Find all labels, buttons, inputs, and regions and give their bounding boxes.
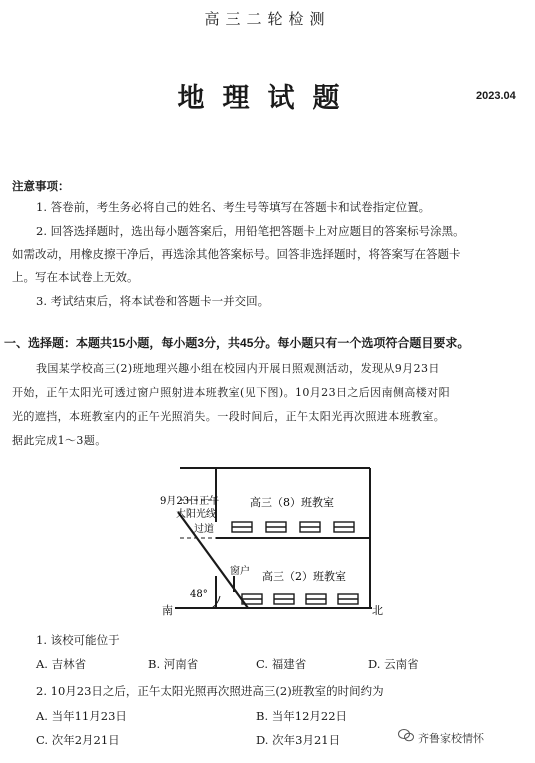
notice-heading: 注意事项： — [12, 181, 70, 193]
chat-bubble-icon — [398, 729, 414, 742]
answer-option: A. 当年11月23日 — [36, 709, 127, 723]
passage-line: 开始，正午太阳光可透过窗户照射进本班教室(见下图)。10月23日之后因南侧高楼对阳 — [12, 386, 450, 399]
exam-subtitle: 高三二轮检测 — [204, 10, 331, 28]
sun-ray-label: 9月23日正午 — [160, 496, 220, 507]
answer-option: D. 次年3月21日 — [256, 733, 341, 747]
passage-line: 我国某学校高三(2)班地理兴趣小组在校园内开展日照观测活动，发现从9月23日 — [36, 362, 440, 375]
notice-line: 3. 考试结束后，将本试卷和答题卡一并交回。 — [36, 294, 270, 308]
room-label-upper: 高三（8）班教室 — [250, 496, 334, 509]
answer-option: B. 当年12月22日 — [256, 709, 348, 723]
watermark: 齐鲁家校情怀 — [418, 733, 484, 745]
corridor-label: 过道 — [194, 524, 214, 535]
exam-date: 2023.04 — [476, 90, 516, 102]
answer-option: D. 云南省 — [368, 657, 419, 671]
notice-line: 上。写在本试卷上无效。 — [12, 270, 139, 284]
section-heading: 一、选择题：本题共15小题，每小题3分，共45分。每小题只有一个选项符合题目要求。 — [4, 336, 470, 350]
north-label: 北 — [372, 604, 383, 617]
south-label: 南 — [162, 604, 173, 617]
answer-option: C. 次年2月21日 — [36, 733, 120, 747]
passage-line: 据此完成1～3题。 — [12, 434, 107, 447]
notice-line: 2. 回答选择题时，选出每小题答案后，用铅笔把答题卡上对应题目的答案标号涂黑。 — [36, 224, 465, 238]
answer-option: A. 吉林省 — [36, 657, 87, 671]
sun-ray-label: 太阳光线 — [176, 509, 216, 520]
question-stem: 1. 该校可能位于 — [36, 633, 120, 647]
window-label: 窗户 — [230, 566, 250, 577]
notice-line: 1. 答卷前，考生务必将自己的姓名、考生号等填写在答题卡和试卷指定位置。 — [36, 200, 431, 214]
question-stem: 2. 10月23日之后，正午太阳光照再次照进高三(2)班教室的时间约为 — [36, 684, 384, 698]
room-label-lower: 高三（2）班教室 — [262, 570, 346, 583]
notice-line: 如需改动，用橡皮擦干净后，再选涂其他答案标号。回答非选择题时，将答案写在答题卡 — [12, 247, 461, 261]
passage-line: 光的遮挡，本班教室内的正午光照消失。一段时间后，正午太阳光再次照进本班教室。 — [12, 410, 446, 423]
exam-title: 地理试题 — [177, 83, 358, 114]
classroom-sunlight-diagram — [150, 460, 390, 620]
answer-option: B. 河南省 — [148, 657, 199, 671]
answer-option: C. 福建省 — [256, 657, 307, 671]
angle-label: 48° — [190, 589, 208, 600]
